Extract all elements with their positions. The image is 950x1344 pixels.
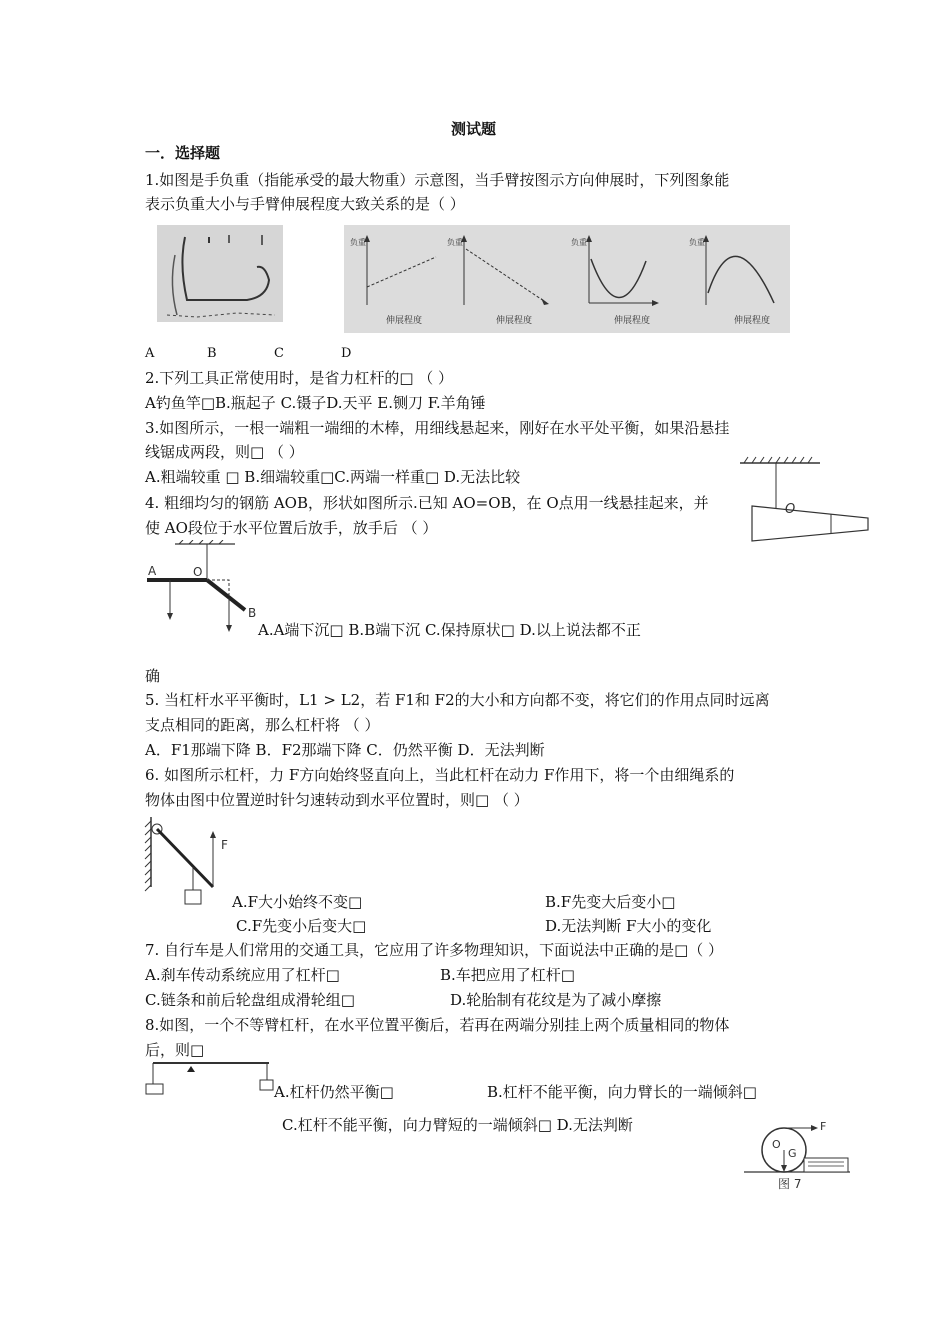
svg-text:图 7: 图 7 bbox=[778, 1177, 802, 1191]
q4-line2: 使 AO段位于水平位置后放手，放手后 （ ） bbox=[145, 519, 438, 537]
lever-wall-figure bbox=[143, 815, 239, 907]
q4-options-cont: 确 bbox=[145, 667, 161, 685]
q8-option-cd: C.杠杆不能平衡，向力臂短的一端倾斜□ D.无法判断 bbox=[282, 1116, 633, 1134]
q1-option-a[interactable]: A bbox=[145, 346, 155, 361]
q3-options: A.粗端较重 □ B.细端较重□C.两端一样重□ D.无法比较 bbox=[145, 468, 521, 486]
q2-options: A钓鱼竿□B.瓶起子 C.镊子D.天平 E.铡刀 F.羊角锤 bbox=[145, 394, 486, 412]
q6-option-b: B.F先变大后变小□ bbox=[545, 893, 676, 911]
q8-option-b: B.杠杆不能平衡，向力臂长的一端倾斜□ bbox=[487, 1083, 757, 1101]
svg-text:负重: 负重 bbox=[350, 238, 366, 247]
q8-option-a: A.杠杆仍然平衡□ bbox=[274, 1083, 394, 1101]
svg-text:O: O bbox=[193, 565, 203, 579]
q3-line2: 线锯成两段，则□ （ ） bbox=[145, 443, 304, 461]
q6-option-c: C.F先变小后变大□ bbox=[236, 917, 367, 935]
svg-text:F: F bbox=[221, 838, 228, 852]
unequal-lever-figure bbox=[143, 1058, 275, 1098]
q7-option-c: C.链条和前后轮盘组成滑轮组□ bbox=[145, 991, 355, 1009]
q7-option-a: A.刹车传动系统应用了杠杆□ bbox=[145, 966, 340, 984]
svg-text:O: O bbox=[772, 1138, 781, 1151]
svg-text:负重: 负重 bbox=[689, 238, 705, 247]
svg-text:B: B bbox=[248, 606, 257, 620]
svg-text:负重: 负重 bbox=[571, 238, 587, 247]
svg-text:负重: 负重 bbox=[447, 238, 463, 247]
svg-text:O: O bbox=[785, 502, 796, 517]
stick-figure bbox=[738, 455, 872, 545]
page-title: 测试题 bbox=[451, 120, 497, 138]
rebar-figure bbox=[145, 540, 265, 636]
q7-option-b: B.车把应用了杠杆□ bbox=[440, 966, 575, 984]
svg-text:G: G bbox=[788, 1147, 797, 1160]
q3-line1: 3.如图所示，一根一端粗一端细的木棒，用细线悬起来，刚好在水平处平衡，如果沿悬挂 bbox=[145, 419, 730, 437]
q6-option-a: A.F大小始终不变□ bbox=[232, 893, 363, 911]
q1-option-c[interactable]: C bbox=[274, 346, 284, 361]
q2-line1: 2.下列工具正常使用时，是省力杠杆的□ （ ） bbox=[145, 369, 454, 387]
q4-options: A.A端下沉□ B.B端下沉 C.保持原状□ D.以上说法都不正 bbox=[258, 621, 641, 639]
svg-text:A: A bbox=[148, 564, 157, 578]
svg-text:伸展程度: 伸展程度 bbox=[496, 316, 533, 326]
svg-text:F: F bbox=[820, 1120, 827, 1133]
q5-options: A．F1那端下降 B．F2那端下降 C．仍然平衡 D．无法判断 bbox=[145, 741, 545, 759]
figure-7 bbox=[742, 1110, 860, 1194]
q1-option-d[interactable]: D bbox=[341, 346, 352, 361]
arm-figure bbox=[157, 225, 283, 322]
q4-line1: 4. 粗细均匀的钢筋 AOB，形状如图所示.已知 AO=OB，在 O点用一线悬挂起来，并 bbox=[145, 494, 709, 512]
q1-line1: 1.如图是手负重（指能承受的最大物重）示意图，当手臂按图示方向伸展时，下列图象能 bbox=[145, 171, 730, 189]
q5-line1: 5. 当杠杆水平平衡时，L1 > L2，若 F1和 F2的大小和方向都不变，将它们的作用点同时远离 bbox=[145, 691, 770, 709]
q6-line2: 物体由图中位置逆时针匀速转动到水平位置时，则□ （ ） bbox=[145, 791, 529, 809]
svg-text:伸展程度: 伸展程度 bbox=[614, 316, 651, 326]
svg-text:伸展程度: 伸展程度 bbox=[386, 316, 423, 326]
svg-text:伸展程度: 伸展程度 bbox=[734, 316, 771, 326]
q1-line2: 表示负重大小与手臂伸展程度大致关系的是（ ） bbox=[145, 195, 465, 213]
section-heading: 一．选择题 bbox=[145, 144, 221, 162]
q8-line1: 8.如图，一个不等臂杠杆，在水平位置平衡后，若再在两端分别挂上两个质量相同的物体 bbox=[145, 1016, 730, 1034]
q6-option-d: D.无法判断 F大小的变化 bbox=[545, 917, 712, 935]
q8-line2: 后，则□ bbox=[145, 1041, 205, 1059]
q7-option-d: D.轮胎制有花纹是为了减小摩擦 bbox=[450, 991, 662, 1009]
q1-graphs bbox=[344, 225, 790, 333]
q1-option-b[interactable]: B bbox=[207, 346, 217, 361]
q6-line1: 6. 如图所示杠杆，力 F方向始终竖直向上，当此杠杆在动力 F作用下，将一个由细绳系的 bbox=[145, 766, 735, 784]
q7-line1: 7. 自行车是人们常用的交通工具，它应用了许多物理知识，下面说法中正确的是□（ ） bbox=[145, 941, 724, 959]
q5-line2: 支点相同的距离，那么杠杆将 （ ） bbox=[145, 716, 380, 734]
